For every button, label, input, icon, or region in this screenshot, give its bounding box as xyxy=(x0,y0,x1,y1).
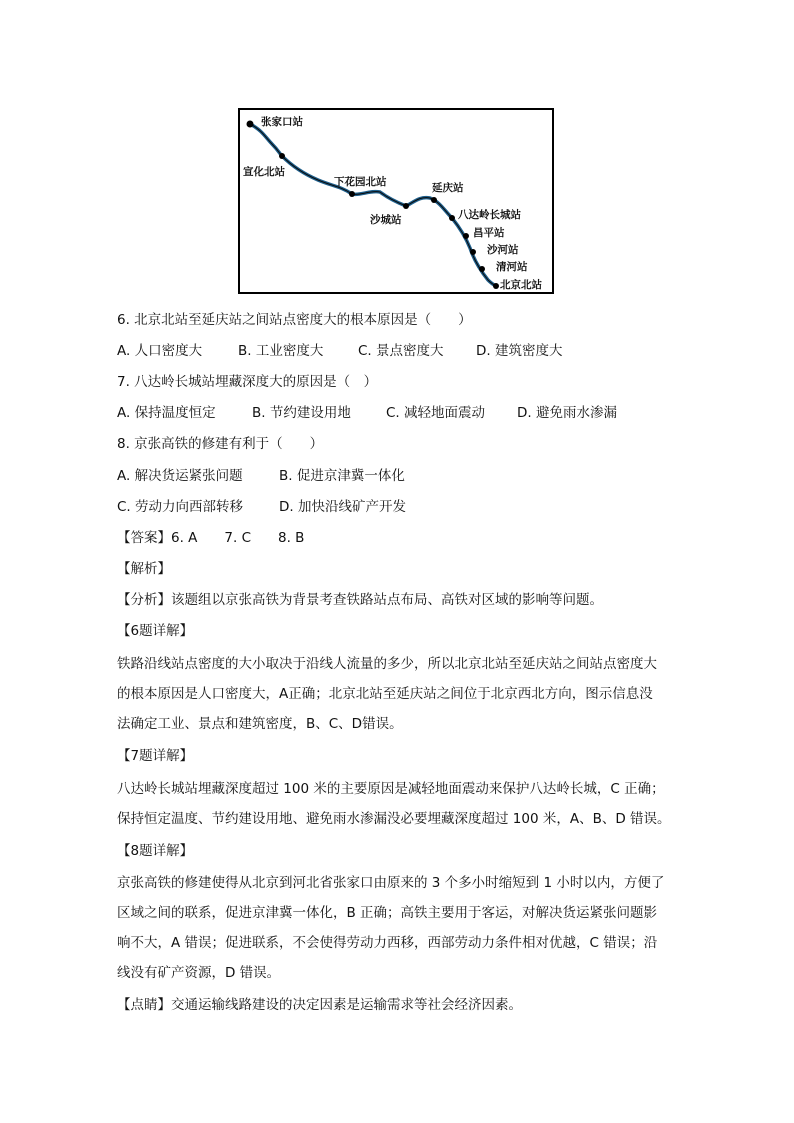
fenxi-line: 【分析】该题组以京张高铁为背景考查铁路站点布局、高铁对区域的影响等问题。 xyxy=(117,592,603,608)
question-8-option-d: D. 加快沿线矿产开发 xyxy=(279,499,406,515)
q7-line: 保持恒定温度、节约建设用地、避免雨水渗漏没必要埋藏深度超过 100 米，A、B、D 错误。 xyxy=(117,811,671,827)
q7-heading: 【7题详解】 xyxy=(117,748,194,764)
question-7-option-b: B. 节约建设用地 xyxy=(252,405,351,421)
station-dot-changping xyxy=(463,233,469,239)
station-label-shahe: 沙河站 xyxy=(487,244,519,256)
station-label-badaling: 八达岭长城站 xyxy=(458,209,521,221)
station-dot-xuanhua xyxy=(279,153,285,159)
station-label-shacheng: 沙城站 xyxy=(370,214,402,226)
station-dot-badaling xyxy=(449,215,455,221)
analysis-heading: 【解析】 xyxy=(117,561,171,577)
q7-explanation xyxy=(117,774,683,834)
q6-line: 的根本原因是人口密度大，A正确；北京北站至延庆站之间位于北京西北方向，图示信息没 xyxy=(117,686,653,702)
station-label-changping: 昌平站 xyxy=(473,227,505,239)
station-label-zhangjiakou: 张家口站 xyxy=(261,116,303,128)
question-8-option-b: B. 促进京津冀一体化 xyxy=(279,468,405,484)
q7-line: 八达岭长城站埋藏深度超过 100 米的主要原因是减轻地面震动来保护八达岭长城，C 正确； xyxy=(117,781,665,797)
question-8-option-c: C. 劳动力向西部转移 xyxy=(117,499,244,515)
question-7-option-d: D. 避免雨水渗漏 xyxy=(517,405,617,421)
station-dot-xiahuayuan xyxy=(349,191,355,197)
station-dot-shacheng xyxy=(403,203,409,209)
station-label-qinghe: 清河站 xyxy=(496,261,528,273)
question-6-option-a: A. 人口密度大 xyxy=(117,343,203,359)
dianjing-line: 【点睛】交通运输线路建设的决定因素是运输需求等社会经济因素。 xyxy=(117,997,522,1013)
question-6-option-d: D. 建筑密度大 xyxy=(476,343,563,359)
station-dot-beijingbei xyxy=(493,283,499,289)
q8-explanation xyxy=(117,868,683,988)
station-dot-qinghe xyxy=(479,266,485,272)
question-8-stem: 8. 京张高铁的修建有利于（ ） xyxy=(117,436,324,452)
answer-line: 【答案】6. A 7. C 8. B xyxy=(117,530,305,546)
question-7-option-a: A. 保持温度恒定 xyxy=(117,405,216,421)
railway-route xyxy=(250,124,496,286)
station-label-xuanhua: 宣化北站 xyxy=(243,166,285,178)
q8-line: 京张高铁的修建使得从北京到河北省张家口由原来的 3 个多小时缩短到 1 小时以内，方便了 xyxy=(117,875,665,891)
station-dot-zhangjiakou xyxy=(247,121,254,128)
station-label-xiahuayuan: 下花园北站 xyxy=(334,176,387,188)
station-label-beijingbei: 北京北站 xyxy=(500,279,542,291)
question-6-stem: 6. 北京北站至延庆站之间站点密度大的根本原因是（ ） xyxy=(117,312,472,328)
q6-explanation xyxy=(117,649,683,739)
q8-heading: 【8题详解】 xyxy=(117,843,194,859)
station-label-yanqing: 延庆站 xyxy=(432,182,464,194)
question-6-option-c: C. 景点密度大 xyxy=(358,343,444,359)
q6-line: 铁路沿线站点密度的大小取决于沿线人流量的多少，所以北京北站至延庆站之间站点密度大 xyxy=(117,656,657,672)
q6-heading: 【6题详解】 xyxy=(117,623,194,639)
q8-line: 响不大，A 错误；促进联系，不会使得劳动力西移，西部劳动力条件相对优越，C 错误；沿 xyxy=(117,935,658,951)
question-7-option-c: C. 减轻地面震动 xyxy=(386,405,486,421)
station-dot-yanqing xyxy=(431,197,437,203)
question-8-option-a: A. 解决货运紧张问题 xyxy=(117,468,243,484)
railway-map xyxy=(238,108,554,294)
q8-line: 线没有矿产资源，D 错误。 xyxy=(117,965,281,981)
q8-line: 区域之间的联系，促进京津冀一体化，B 正确；高铁主要用于客运，对解决货运紧张问题影 xyxy=(117,905,658,921)
question-7-stem: 7. 八达岭长城站埋藏深度大的原因是（ ） xyxy=(117,374,378,390)
station-dot-shahe xyxy=(470,249,476,255)
question-6-option-b: B. 工业密度大 xyxy=(238,343,324,359)
q6-line: 法确定工业、景点和建筑密度，B、C、D错误。 xyxy=(117,716,403,732)
